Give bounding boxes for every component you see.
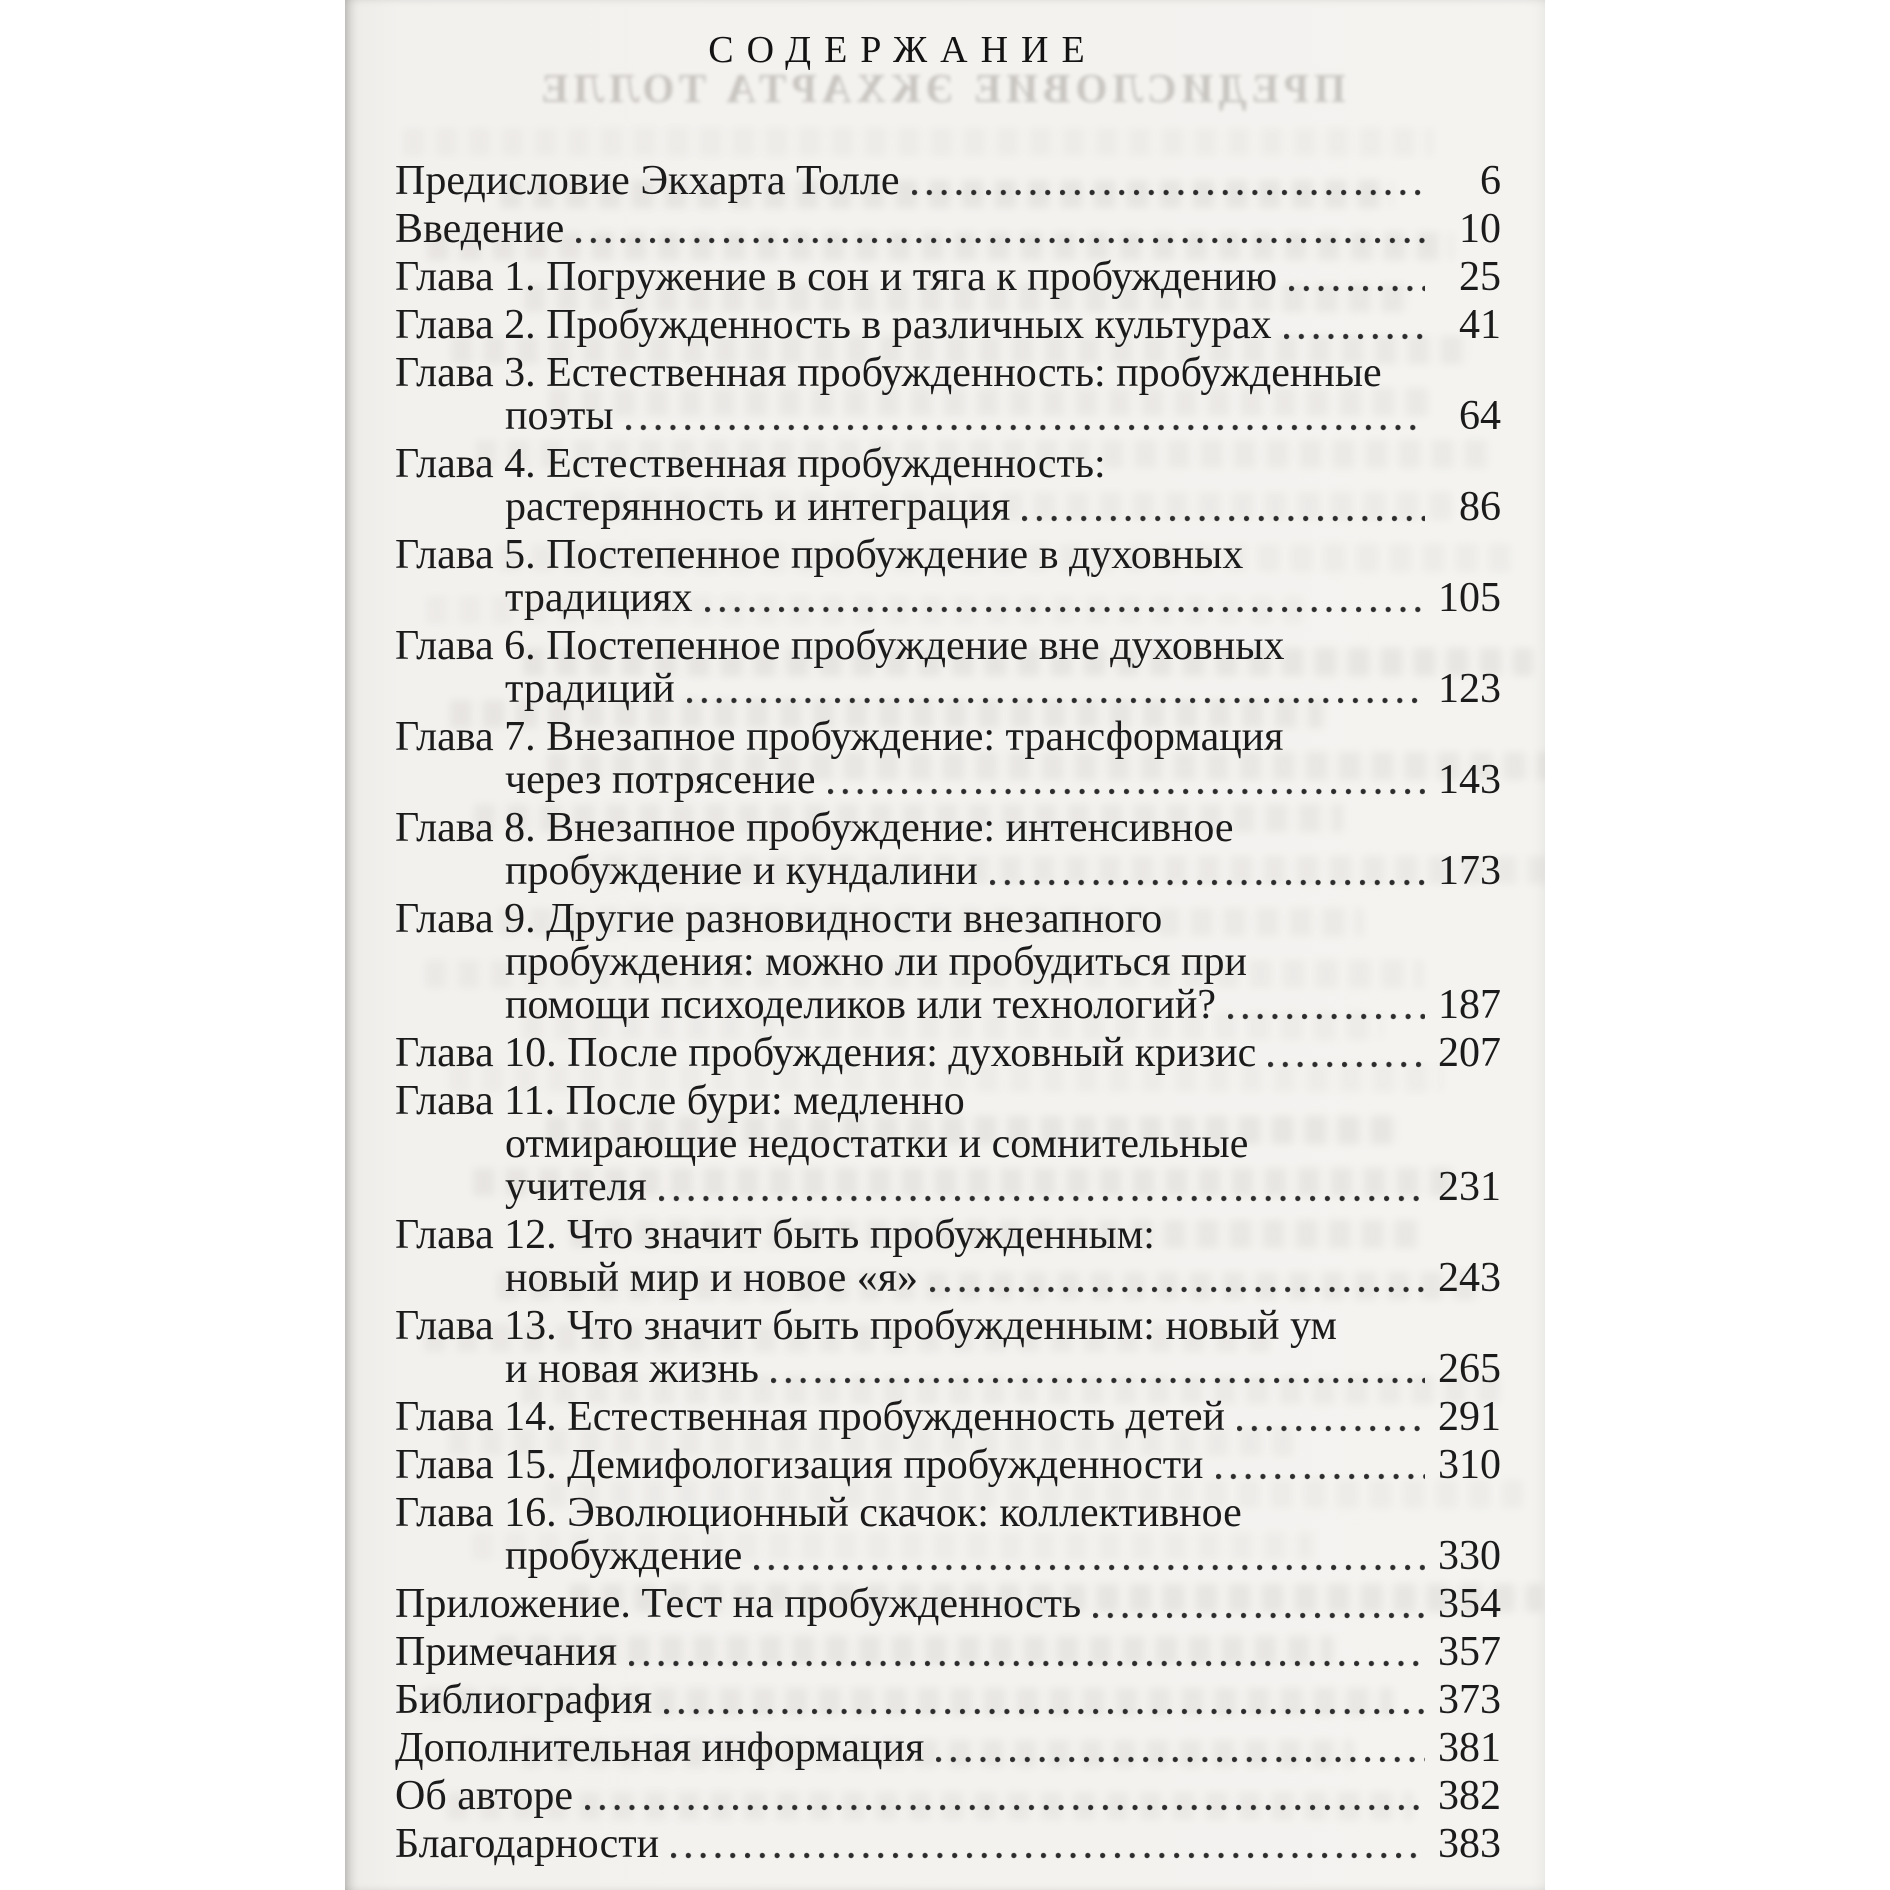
toc-entry-text: Глава 8. Внезапное пробуждение: интенсивное [395,805,1234,851]
toc-entry-text: Глава 5. Постепенное пробуждение в духовных [395,532,1244,578]
dot-leader [771,1376,1425,1385]
toc-entry [395,1032,1501,1075]
toc-entry [395,1583,1501,1626]
toc-entry-text: Глава 3. Естественная пробужденность: пробужденные [395,350,1382,396]
toc-entry-page: 231 [1438,1164,1501,1210]
toc-entry-text: Глава 16. Эволюционный скачок: коллективное [395,1490,1242,1536]
toc-entry-text: Библиография [395,1677,653,1723]
toc-entry-text: и новая жизнь [505,1346,759,1392]
toc-entry-row [395,486,1501,529]
toc-entry-row [395,1166,1501,1209]
toc-entry-text: через потрясение [505,757,816,803]
toc-entry-page: 381 [1438,1725,1501,1771]
toc-entry-row [395,160,1501,203]
toc-entry [395,1631,1501,1674]
toc-entry-page: 265 [1438,1346,1501,1392]
toc-entry-text: Глава 15. Демифологизация пробужденности [395,1442,1204,1488]
toc-entry [395,304,1501,347]
toc-entry [395,807,1501,893]
toc-entry [395,716,1501,802]
toc-entry-text: Глава 6. Постепенное пробуждение вне духовных [395,623,1285,669]
toc-entry-text: Глава 13. Что значит быть пробужденным: новый ум [395,1303,1337,1349]
toc-entry [395,898,1501,1027]
dot-leader [930,1285,1425,1294]
toc-entry [395,1823,1501,1866]
toc-entry-row [395,1583,1501,1626]
toc-entry-page: 6 [1480,158,1501,204]
toc-entry-text: Примечания [395,1629,618,1675]
toc-entry-text: традиций [505,666,675,712]
dot-leader [1237,1424,1425,1433]
toc-entry-row [395,1727,1501,1770]
toc-entry [395,1396,1501,1439]
dot-leader [828,787,1425,796]
toc-entry-text: Дополнительная информация [395,1725,925,1771]
toc-entry-text: поэты [505,393,614,439]
toc-entry-text: отмирающие недостатки и сомнительные [505,1121,1249,1167]
dot-leader [1022,514,1425,523]
toc-entry-page: 207 [1438,1030,1501,1076]
toc-entry-row [395,1257,1501,1300]
dot-leader [705,605,1425,614]
toc-entry-row [395,1492,1501,1535]
toc-entry [395,352,1501,438]
toc-entry-row [395,625,1501,668]
toc-entry [395,1214,1501,1300]
toc-entry-text: Предисловие Экхарта Толле [395,158,900,204]
toc-entry-text: традициях [505,575,693,621]
dot-leader [754,1563,1425,1572]
dot-leader [912,188,1426,197]
toc-entry-row [395,941,1501,984]
dot-leader [626,423,1425,432]
dot-leader [1268,1060,1425,1069]
table-of-contents [395,160,1501,1866]
dot-leader [576,236,1425,245]
toc-entry-row [395,1444,1501,1487]
toc-entry-text: растерянность и интеграция [505,484,1011,530]
toc-entry [395,534,1501,620]
toc-entry-text: Глава 12. Что значит быть пробужденным: [395,1212,1155,1258]
toc-entry-text: Глава 11. После бури: медленно [395,1078,965,1124]
toc-entry-page: 382 [1438,1773,1501,1819]
toc-entry-page: 41 [1459,302,1501,348]
toc-entry-page: 373 [1438,1677,1501,1723]
toc-entry-row [395,1348,1501,1391]
toc-entry-row [395,1396,1501,1439]
dot-leader [1216,1472,1425,1481]
toc-entry-page: 357 [1438,1629,1501,1675]
toc-entry-page: 187 [1438,982,1501,1028]
toc-entry-row [395,1823,1501,1866]
toc-entry-text: Глава 14. Естественная пробужденность детей [395,1394,1225,1440]
dot-leader [936,1755,1425,1764]
toc-entry-page: 243 [1438,1255,1501,1301]
toc-entry-row [395,1080,1501,1123]
toc-entry-text: учителя [505,1164,647,1210]
toc-entry-row [395,1631,1501,1674]
bleed-through-heading: ПРЕДИСЛОВИЕ ЭКХАРТА ТОЛЛЕ [536,65,1346,111]
toc-entry-row [395,443,1501,486]
toc-entry-row [395,716,1501,759]
toc-entry-row [395,1305,1501,1348]
toc-entry-page: 330 [1438,1533,1501,1579]
dot-leader [664,1707,1425,1716]
toc-entry-row [395,208,1501,251]
toc-entry-text: Благодарности [395,1821,660,1867]
toc-entry [395,1080,1501,1209]
dot-leader [687,696,1425,705]
toc-entry [395,1775,1501,1818]
toc-entry-page: 383 [1438,1821,1501,1867]
toc-entry-row [395,668,1501,711]
toc-entry-page: 354 [1438,1581,1501,1627]
toc-entry-text: пробуждение и кундалини [505,848,978,894]
toc-entry-row [395,577,1501,620]
toc-entry-text: Глава 7. Внезапное пробуждение: трансформация [395,714,1284,760]
toc-entry [395,1679,1501,1722]
toc-entry-text: новый мир и новое «я» [505,1255,919,1301]
toc-entry-text: Глава 4. Естественная пробужденность: [395,441,1106,487]
toc-entry-row [395,534,1501,577]
toc-entry-page: 10 [1459,206,1501,252]
dot-leader [629,1659,1425,1668]
toc-entry-row [395,807,1501,850]
toc-entry-text: Глава 2. Пробужденность в различных культурах [395,302,1272,348]
toc-entry-row [395,984,1501,1027]
toc-entry-row [395,256,1501,299]
toc-entry [395,1305,1501,1391]
toc-entry-row [395,1123,1501,1166]
bleed-through-line [403,128,1433,156]
toc-entry-page: 105 [1438,575,1501,621]
toc-entry-row [395,1032,1501,1075]
toc-entry-text: помощи психоделиков или технологий? [505,982,1216,1028]
toc-entry [395,256,1501,299]
toc-entry-page: 291 [1438,1394,1501,1440]
toc-entry [395,1492,1501,1578]
toc-entry-row [395,1679,1501,1722]
toc-entry-text: пробуждение [505,1533,743,1579]
dot-leader [671,1851,1425,1860]
toc-entry-text: Введение [395,206,565,252]
toc-entry-row [395,1535,1501,1578]
dot-leader [1093,1611,1425,1620]
toc-entry-page: 123 [1438,666,1501,712]
dot-leader [990,878,1425,887]
toc-entry-text: Глава 10. После пробуждения: духовный кризис [395,1030,1257,1076]
toc-entry-text: Глава 1. Погружение в сон и тяга к пробуждению [395,254,1278,300]
toc-entry [395,160,1501,203]
book-page [345,0,1545,1890]
toc-entry-row [395,898,1501,941]
toc-entry-row [395,850,1501,893]
toc-entry-text: Глава 9. Другие разновидности внезапного [395,896,1163,942]
toc-entry-row [395,395,1501,438]
dot-leader [1289,284,1425,293]
toc-entry-page: 143 [1438,757,1501,803]
toc-entry-row [395,304,1501,347]
toc-entry-row [395,1775,1501,1818]
toc-entry-page: 173 [1438,848,1501,894]
toc-entry-text: пробуждения: можно ли пробудиться при [505,939,1247,985]
toc-entry-page: 86 [1459,484,1501,530]
toc-entry [395,443,1501,529]
toc-entry-text: Об авторе [395,1773,574,1819]
toc-entry-text: Приложение. Тест на пробужденность [395,1581,1082,1627]
toc-entry-row [395,1214,1501,1257]
toc-entry [395,208,1501,251]
toc-entry-row [395,352,1501,395]
toc-entry-row [395,759,1501,802]
toc-entry-page: 25 [1459,254,1501,300]
dot-leader [1228,1012,1425,1021]
toc-entry [395,625,1501,711]
toc-entry [395,1727,1501,1770]
dot-leader [1284,332,1425,341]
toc-entry [395,1444,1501,1487]
page-title: СОДЕРЖАНИЕ [708,29,1098,71]
toc-entry-page: 64 [1459,393,1501,439]
dot-leader [659,1194,1425,1203]
dot-leader [585,1803,1425,1812]
toc-entry-page: 310 [1438,1442,1501,1488]
